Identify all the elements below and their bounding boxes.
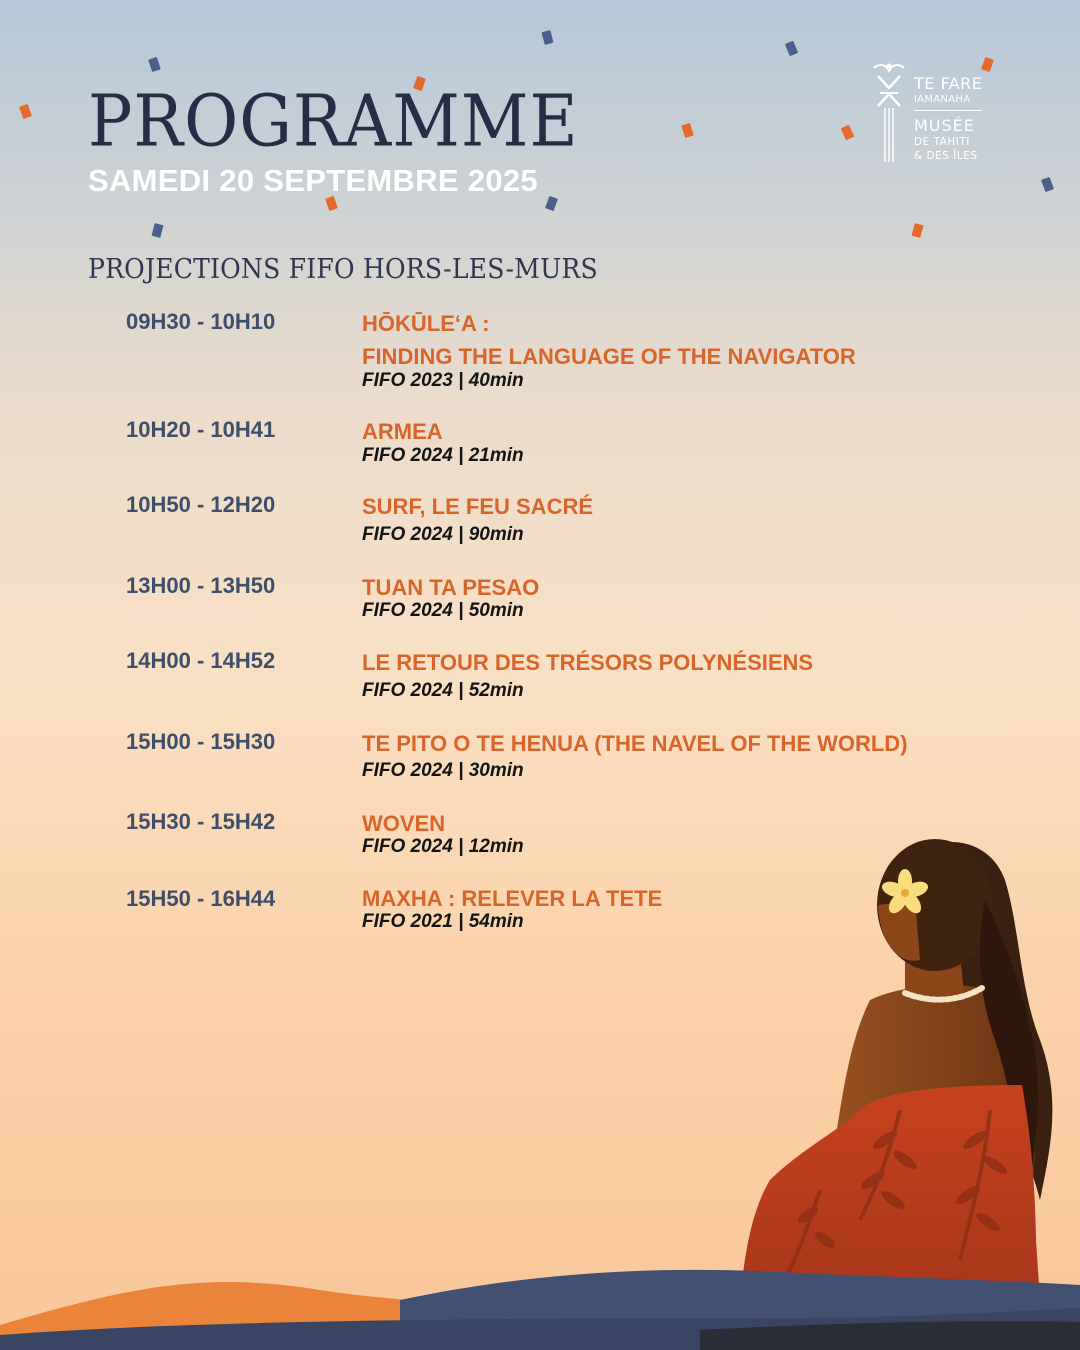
- time-slot: 14H00 - 14H52: [126, 648, 276, 673]
- event-date: SAMEDI 20 SEPTEMBRE 2025: [88, 163, 538, 198]
- time-slot: 15H30 - 15H42: [126, 809, 276, 834]
- page-title: PROGRAMME: [88, 79, 579, 163]
- film-meta: FIFO 2024 | 52min: [362, 680, 524, 701]
- film-title-line: TE PITO O TE HENUA (THE NAVEL OF THE WORLD): [362, 731, 908, 756]
- time-slot: 13H00 - 13H50: [126, 573, 276, 598]
- time-slot: 10H20 - 10H41: [126, 417, 276, 442]
- film-title-line: LE RETOUR DES TRÉSORS POLYNÉSIENS: [362, 650, 814, 675]
- time-slot: 15H00 - 15H30: [126, 729, 276, 754]
- logo-line-2: IAMANAHA: [914, 94, 971, 105]
- film-title-line: SURF, LE FEU SACRÉ: [362, 494, 594, 519]
- logo-line-4: DE TAHITI: [914, 136, 970, 148]
- film-title-line: HŌKŪLE‘A :: [362, 311, 490, 336]
- time-slot: 15H50 - 16H44: [126, 886, 276, 911]
- section-heading: PROJECTIONS FIFO HORS-LES-MURS: [88, 254, 598, 285]
- film-title-line: ARMEA: [362, 419, 443, 444]
- film-meta: FIFO 2024 | 21min: [362, 445, 524, 466]
- film-meta: FIFO 2023 | 40min: [362, 370, 524, 391]
- film-title-line: MAXHA : RELEVER LA TETE: [362, 886, 663, 911]
- film-meta: FIFO 2024 | 90min: [362, 524, 524, 545]
- film-title-line: FINDING THE LANGUAGE OF THE NAVIGATOR: [362, 344, 856, 369]
- film-meta: FIFO 2024 | 12min: [362, 836, 524, 857]
- film-title-line: WOVEN: [362, 811, 446, 836]
- dress: [740, 1085, 1040, 1300]
- film-meta: FIFO 2024 | 50min: [362, 600, 524, 621]
- logo-line-3: MUSÉE: [914, 116, 975, 135]
- film-title-line: TUAN TA PESAO: [362, 575, 540, 600]
- logo-line-1: TE FARE: [914, 74, 983, 93]
- logo-line-5: & DES ÎLES: [914, 150, 978, 162]
- film-meta: FIFO 2024 | 30min: [362, 760, 524, 781]
- time-slot: 09H30 - 10H10: [126, 309, 276, 334]
- film-meta: FIFO 2021 | 54min: [362, 911, 524, 932]
- time-slot: 10H50 - 12H20: [126, 492, 276, 517]
